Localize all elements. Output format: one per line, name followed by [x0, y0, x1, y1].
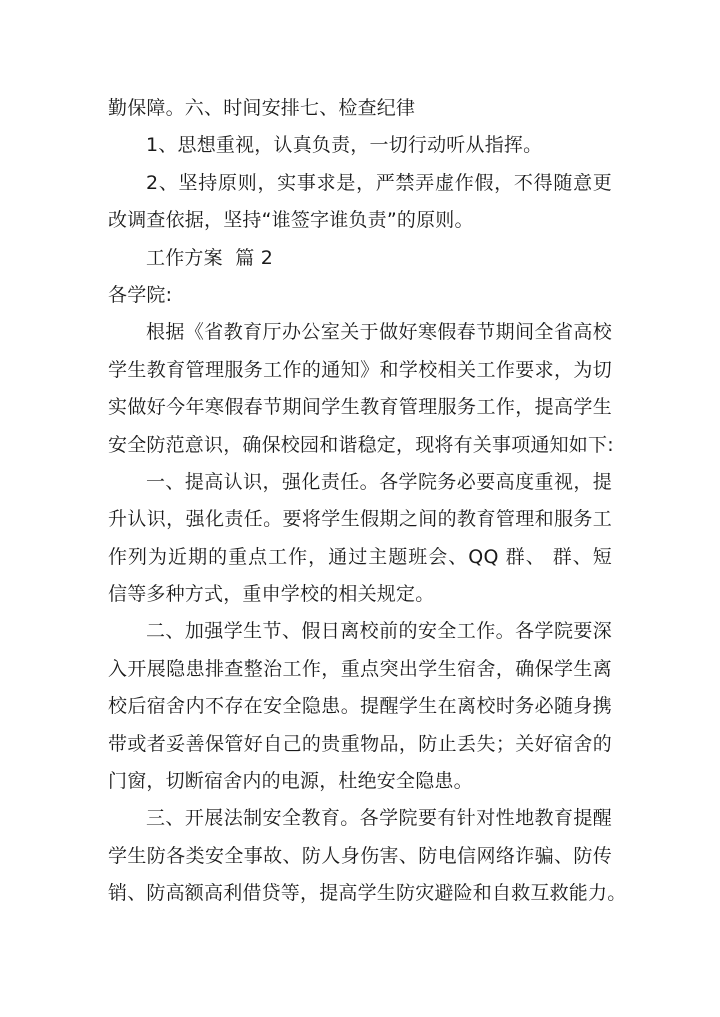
text-line: 勤保障。六、时间安排七、检查纪律 [108, 97, 416, 119]
text-line: 三、开展法制安全教育。各学院要有针对性地教育提醒 [146, 807, 612, 830]
document-page [108, 90, 627, 913]
text-line: 校后宿舍内不存在安全隐患。提醒学生在离校时务必随身携 [108, 695, 612, 718]
text-line: 门窗，切断宿舍内的电源，杜绝安全隐患。 [108, 770, 473, 793]
text-line: 销、防高额高利借贷等，提高学生防灾避险和自救互救能力。 [108, 882, 627, 905]
text-line: 带或者妥善保管好自己的贵重物品，防止丢失；关好宿舍的 [108, 732, 612, 755]
section-heading: 工作方案 篇 2 [146, 246, 274, 269]
text-line: 信等多种方式，重申学校的相关规定。 [108, 583, 435, 606]
text-line: 安全防范意识，确保校园和谐稳定，现将有关事项通知如下: [108, 433, 614, 456]
text-line: 入开展隐患排查整治工作，重点突出学生宿舍，确保学生离 [108, 657, 612, 680]
text-line: 升认识，强化责任。要将学生假期之间的教育管理和服务工 [108, 508, 612, 531]
text-line: 1、思想重视，认真负责，一切行动听从指挥。 [146, 134, 543, 157]
text-line: 二、加强学生节、假日离校前的安全工作。各学院要深 [146, 620, 612, 643]
text-line: 一、提高认识，强化责任。各学院务必要高度重视，提 [146, 470, 612, 493]
text-line: 作列为近期的重点工作，通过主题班会、QQ 群、 群、短 [108, 545, 612, 568]
text-line: 学生防各类安全事故、防人身伤害、防电信网络诈骗、防传 [108, 844, 612, 867]
text-line: 改调查依据，坚持“谁签字谁负责”的原则。 [108, 209, 474, 232]
text-line: 根据《省教育厅办公室关于做好寒假春节期间全省高校 [146, 321, 612, 344]
salutation: 各学院: [108, 283, 173, 306]
text-line: 学生教育管理服务工作的通知》和学校相关工作要求，为切 [108, 358, 612, 381]
text-line: 2、坚持原则，实事求是，严禁弄虚作假，不得随意更 [146, 171, 612, 194]
text-line: 实做好今年寒假春节期间学生教育管理服务工作，提高学生 [108, 396, 612, 419]
